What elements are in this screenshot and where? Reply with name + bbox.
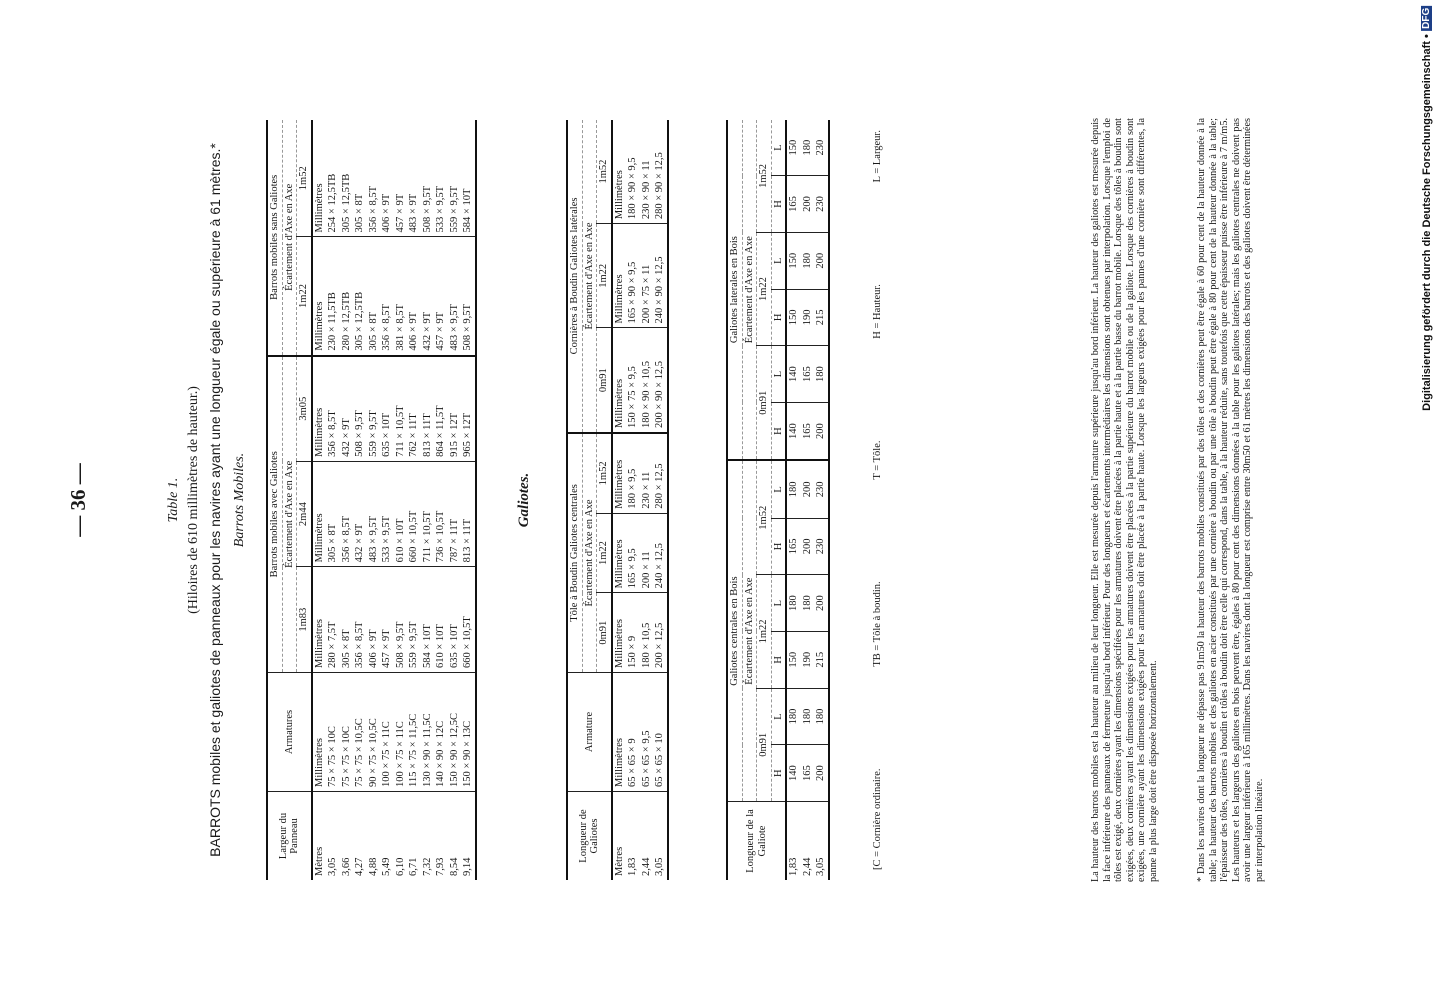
table-cell: 75 × 75 × 10C — [326, 673, 340, 792]
table-cell: 356 × 8,5T — [340, 461, 354, 567]
barrots-table-body — [326, 120, 476, 880]
unit-cell: Millimètres — [312, 237, 327, 356]
table-cell: 356 × 8,5T — [353, 567, 367, 673]
table-cell: 406 × 9T — [367, 567, 381, 673]
table-row — [367, 120, 381, 880]
table-cell: 4,88 — [367, 857, 379, 876]
table-cell: 559 × 9,5T — [448, 120, 462, 237]
table-cell: 180 — [814, 346, 829, 403]
table-subtitle: (Hiloires de 610 millimètres de hauteur.) — [186, 386, 201, 614]
table-cell: 200 — [814, 402, 829, 460]
table-cell: 457 × 9T — [380, 567, 394, 673]
table-cell: 711 × 10,5T — [421, 461, 435, 567]
unit-cell: Mètres — [613, 846, 625, 876]
table-cell: 7,93 — [435, 857, 446, 876]
table-row — [394, 120, 408, 880]
table-cell: 736 × 10,5T — [434, 461, 448, 567]
table-cell: 165 — [801, 745, 815, 802]
table-cell: 200 — [801, 518, 815, 575]
table-cell: 559 × 9,5T — [367, 356, 381, 462]
table-cell: 305 × 8T — [326, 461, 340, 567]
legend-c: [C = Cornière ordinaire. — [872, 768, 883, 870]
table-cell: 305 × 8T — [353, 120, 367, 237]
table-cell: 254 × 12,5TB — [326, 120, 340, 237]
unit-cell: Millimètres — [312, 673, 327, 792]
col-1m52: 1m52 — [597, 120, 612, 224]
table-cell: 6,10 — [394, 857, 406, 876]
table-cell: 432 × 9T — [421, 237, 435, 356]
galiotes-table-block — [566, 120, 669, 880]
col-1m52: 1m52 — [297, 120, 312, 237]
col-3m05: 3m05 — [297, 356, 312, 462]
table-cell: 280 × 12,5TB — [340, 237, 354, 356]
table-cell: 165 — [801, 346, 815, 403]
header-avec-galiotes: Barrots mobiles avec Galiotes — [267, 356, 282, 673]
table-cell: 200 — [814, 232, 829, 289]
header-armatures: Armatures — [267, 673, 312, 792]
table-cell: 406 × 9T — [407, 237, 421, 356]
table-cell: 65 × 65 × 9 — [626, 673, 640, 792]
col-l: L — [771, 120, 786, 176]
table-cell: 75 × 75 × 10C — [340, 673, 354, 792]
col-l: L — [771, 346, 786, 403]
table-cell: 432 × 9T — [340, 356, 354, 462]
table-cell: 280 × 12,5 — [653, 433, 668, 513]
legend-tb: TB = Tôle à boudin. — [872, 581, 883, 667]
table-cell: 200 — [801, 460, 815, 518]
table-cell: 230 × 11,5TB — [326, 237, 340, 356]
table-cell: 200 × 11 — [640, 513, 654, 593]
table-cell: 230 — [814, 176, 829, 233]
legend — [872, 130, 883, 870]
table-cell: 381 × 8,5T — [394, 237, 408, 356]
side-funding-label: Digitalisierung gefördert durch die Deutsche Forschungsgemeinschaft • — [1421, 34, 1433, 411]
table-cell: 180 — [801, 232, 815, 289]
table-cell: 200 — [801, 176, 815, 233]
table-cell: 150 × 90 × 12,5C — [448, 673, 462, 792]
table-cell: 915 × 12T — [448, 356, 462, 462]
bois-table — [726, 120, 830, 880]
col-h: H — [771, 518, 786, 575]
table-cell: 3,05 — [815, 857, 826, 876]
header-centrales-bois: Galiotes centrales en Bois — [727, 460, 742, 801]
table-cell: 165 — [786, 518, 801, 575]
unit-cell: Millimètres — [612, 593, 627, 673]
table-cell: 150 — [786, 120, 801, 176]
table-cell: 864 × 11,5T — [434, 356, 448, 462]
table-row — [801, 120, 815, 880]
unit-cell: Millimètres — [612, 513, 627, 593]
table-row — [434, 120, 448, 880]
unit-cell: Mètres — [313, 846, 325, 876]
table-cell: 200 × 90 × 12,5 — [653, 328, 668, 433]
table-cell: 75 × 75 × 10,5C — [353, 673, 367, 792]
unit-cell: Millimètres — [612, 433, 627, 513]
table-cell: 660 × 10,5T — [461, 567, 476, 673]
header-sans-galiotes: Barrots mobiles sans Galiotes — [267, 120, 282, 356]
col-1m52: 1m52 — [757, 120, 772, 232]
table-cell: 787 × 11T — [448, 461, 462, 567]
unit-cell: Millimètres — [612, 673, 627, 792]
table-cell: 190 — [801, 631, 815, 688]
table-cell: 215 — [814, 289, 829, 346]
table-cell: 280 × 90 × 12,5 — [653, 120, 668, 224]
table-row — [407, 120, 421, 880]
notes-paragraph: La hauteur des barrots mobiles est la hauteur au milieu de leur longueur. Elle est mesurée depuis l'armature supérieure jusqu'au bord inférieur. La hauteur des galiotes est mesurée depuis la face inférieure des panneaux de fermeture jusqu'au bord inférieur. Pour des longueurs et écartements intermédiaires les dimensions sont obtenues par interpolation. Lorsque l'emploi de tôles est exigé, deux cornières ayant les dimensions spécifiées pour les armatures doivent être placées à la partie haute et à la partie basse du barrot mobile. Lorsque des tôles à boudin sont exigées, deux cornières ayant les dimensions exigées pour les armatures doivent être placées à la partie supérieure du barrot mobile ou de la galiote. Lorsque des cornières à boudin sont exigées, une cornière ayant les dimensions exigées pour les armatures doit être placée à la partie haute. Lorsque les largeurs exigées pour les pannes d'une cornière sont différentes, la panne la plus large doit être disposée horizontalement. — [1090, 118, 1159, 882]
table-cell: 180 × 9,5 — [626, 433, 640, 513]
table-cell: 635 × 10T — [448, 567, 462, 673]
table-cell: 813 × 11T — [421, 356, 435, 462]
header-tole-boudin: Tôle à Boudin Galiotes centrales — [567, 433, 582, 673]
table-row — [626, 120, 640, 880]
section-title: Barrots Mobiles. — [232, 452, 247, 548]
table-cell: 280 × 7,5T — [326, 567, 340, 673]
table-cell: 180 — [786, 575, 801, 632]
table-cell: 200 — [814, 575, 829, 632]
table-cell: 508 × 9,5T — [353, 356, 367, 462]
table-cell: 3,05 — [327, 857, 338, 876]
header-ecartement-avec: Écartement d'Axe en Axe — [282, 356, 297, 673]
header-cornieres-boudin: Cornières à Boudin Galiotes latérales — [567, 120, 582, 433]
table-cell: 5,49 — [381, 857, 392, 876]
col-h: H — [771, 176, 786, 233]
table-cell: 559 × 9,5T — [407, 567, 421, 673]
barrots-table-block — [266, 120, 477, 880]
table-cell: 6,71 — [408, 857, 419, 876]
table-cell: 165 × 90 × 9,5 — [626, 224, 640, 328]
notes-footnote: * Dans les navires dont la longueur ne dépasse pas 91m50 la hauteur des barrots mobiles constitués par des tôles et des cornières peut être égale à 60 pour cent de la hauteur donnée à la table; la hauteur des barrots mobiles et des galiotes en acier constitués par une cornière à boudin ou par une tôle à boudin peut être égale à 80 pour cent de la hauteur donnée à la table; l'épaisseur des tôles, cornières à boudin et tôles à boudin doit être celle qui correspond, dans la table, à la hauteur réduite, sans toutefois que cette épaisseur puisse être inférieure à 7 m/m5. Les hauteurs et les largeurs des galiotes en bois peuvent être, égales à 80 pour cent des dimensions données à la table pour les galiotes latérales; mais les galiotes centrales ne doivent pas avoir une largeur inférieure à 165 millimètres. Dans les navires dont la longueur est comprise entre 30m50 et 61 mètres les dimensions des barrots et des galiotes doivent être déterminées par interpolation linéaire. — [1196, 118, 1265, 882]
col-0m91: 0m91 — [597, 593, 612, 673]
table-cell: 1,83 — [627, 857, 638, 876]
table-cell: 165 — [801, 402, 815, 460]
table-cell: 150 × 90 × 13C — [461, 673, 476, 792]
col-l: L — [771, 460, 786, 518]
table-cell: 165 — [786, 176, 801, 233]
table-cell: 660 × 10,5T — [407, 461, 421, 567]
table-cell: 165 × 9,5 — [626, 513, 640, 593]
unit-cell: Millimètres — [312, 461, 327, 567]
header-longueur: Longueur de Galiotes — [577, 809, 601, 863]
table-cell: 140 — [786, 745, 801, 802]
col-1m22: 1m22 — [597, 513, 612, 593]
header-laterales-bois: Galiotes laterales en Bois — [727, 120, 742, 460]
table-title: Table 1. — [166, 477, 181, 523]
table-cell: 1,83 — [788, 857, 799, 876]
table-cell: 200 × 12,5 — [653, 593, 668, 673]
table-cell: 180 × 90 × 9,5 — [626, 120, 640, 224]
unit-cell: Millimètres — [612, 120, 627, 224]
table-cell: 305 × 12,5TB — [353, 237, 367, 356]
unit-cell: Millimètres — [312, 567, 327, 673]
col-0m91: 0m91 — [597, 328, 612, 433]
table-cell: 65 × 65 × 10 — [653, 673, 668, 792]
table-cell: 8,54 — [448, 857, 460, 876]
table-cell: 483 × 9T — [407, 120, 421, 237]
table-cell: 230 — [814, 518, 829, 575]
table-cell: 240 × 90 × 12,5 — [653, 224, 668, 328]
table-cell: 200 — [814, 745, 829, 802]
table-cell: 240 × 12,5 — [653, 513, 668, 593]
col-h: H — [771, 745, 786, 802]
table-row — [814, 120, 829, 880]
col-h: H — [771, 402, 786, 460]
unit-cell: Millimètres — [312, 120, 327, 237]
unit-cell: Millimètres — [312, 356, 327, 462]
table-row — [448, 120, 462, 880]
bois-table-block — [726, 120, 830, 880]
table-cell: 150 × 9 — [626, 593, 640, 673]
galiotes-table — [566, 120, 669, 880]
col-l: L — [771, 688, 786, 745]
table-cell: 457 × 9T — [434, 237, 448, 356]
header-armature: Armature — [567, 673, 612, 792]
table-cell: 7,32 — [421, 857, 433, 876]
table-cell: 150 × 75 × 9,5 — [626, 328, 640, 433]
table-cell: 100 × 75 × 11C — [380, 673, 394, 792]
col-l: L — [771, 575, 786, 632]
table-cell: 305 × 8T — [340, 567, 354, 673]
header-ecartement-laterales: Écartement d'Axe en Axe — [742, 120, 757, 460]
table-cell: 180 — [814, 688, 829, 745]
col-0m91: 0m91 — [757, 688, 772, 801]
table-cell: 200 × 75 × 11 — [640, 224, 654, 328]
table-cell: 305 × 12,5TB — [340, 120, 354, 237]
table-cell: 610 × 10T — [434, 567, 448, 673]
galiotes-title: Galiotes. — [516, 472, 532, 528]
legend-l: L = Largeur. — [872, 130, 883, 183]
page-number: — 36 — — [66, 463, 90, 537]
header-ecartement-centrales: Écartement d'Axe en Axe — [742, 460, 757, 801]
table-cell: 406 × 9T — [380, 120, 394, 237]
bois-table-body — [786, 120, 829, 880]
table-cell: 483 × 9,5T — [448, 237, 462, 356]
table-cell: 3,66 — [340, 857, 352, 876]
barrots-table — [266, 120, 477, 880]
col-1m52: 1m52 — [597, 433, 612, 513]
header-largeur: Largeur du Panneau — [277, 812, 301, 860]
header-ecartement-tole: Écartement d'Axe en Axe — [582, 433, 597, 673]
table-cell: 508 × 9,5T — [421, 120, 435, 237]
table-cell: 180 × 10,5 — [640, 593, 654, 673]
table-row — [421, 120, 435, 880]
table-cell: 140 — [786, 346, 801, 403]
col-1m83: 1m83 — [297, 567, 312, 673]
table-cell: 150 — [786, 232, 801, 289]
unit-cell: Millimètres — [612, 224, 627, 328]
col-l: L — [771, 232, 786, 289]
col-0m91: 0m91 — [757, 346, 772, 461]
table-row — [380, 120, 394, 880]
table-cell: 150 — [786, 289, 801, 346]
bois-hl-header-row — [771, 120, 786, 880]
table-cell: 230 — [814, 460, 829, 518]
table-row — [461, 120, 476, 880]
table-cell: 115 × 75 × 11,5C — [407, 673, 421, 792]
table-cell: 140 × 90 × 12C — [434, 673, 448, 792]
col-1m22: 1m22 — [597, 224, 612, 328]
col-1m52: 1m52 — [757, 460, 772, 575]
table-cell: 230 × 11 — [640, 433, 654, 513]
table-row — [640, 120, 654, 880]
unit-cell: Millimètres — [612, 328, 627, 433]
table-cell: 65 × 65 × 9,5 — [640, 673, 654, 792]
table-cell: 180 — [801, 688, 815, 745]
table-cell: 3,05 — [654, 857, 665, 876]
table-cell: 813 × 11T — [461, 461, 476, 567]
table-cell: 584 × 10T — [461, 120, 476, 237]
table-cell: 2,44 — [801, 857, 813, 876]
table-cell: 533 × 9,5T — [434, 120, 448, 237]
table-row — [353, 120, 367, 880]
table-cell: 180 — [801, 120, 815, 176]
table-cell: 483 × 9,5T — [367, 461, 381, 567]
col-h: H — [771, 631, 786, 688]
col-h: H — [771, 289, 786, 346]
table-cell: 711 × 10,5T — [394, 356, 408, 462]
table-cell: 180 × 90 × 10,5 — [640, 328, 654, 433]
galiotes-table-body — [626, 120, 668, 880]
dfg-logo: DFG — [1421, 8, 1432, 30]
table-cell: 230 × 90 × 11 — [640, 120, 654, 224]
table-cell: 150 — [786, 631, 801, 688]
table-row — [786, 120, 801, 880]
table-cell: 356 × 8,5T — [326, 356, 340, 462]
col-1m22: 1m22 — [757, 232, 772, 345]
header-longueur-galiote: Longueur de la Galiote — [745, 809, 768, 873]
table-cell: 140 — [786, 402, 801, 460]
table-cell: 584 × 10T — [421, 567, 435, 673]
table-row — [326, 120, 340, 880]
table-cell: 508 × 9,5T — [461, 237, 476, 356]
table-cell: 432 × 9T — [353, 461, 367, 567]
table-cell: 180 — [801, 575, 815, 632]
table-cell: 762 × 11T — [407, 356, 421, 462]
table-cell: 457 × 9T — [394, 120, 408, 237]
table-caption: BARROTS mobiles et galiotes de panneaux pour les navires ayant une longueur égale ou supérieure à 61 mètres.* — [207, 143, 223, 857]
col-2m44: 2m44 — [297, 461, 312, 567]
table-cell: 180 — [786, 460, 801, 518]
table-cell: 90 × 75 × 10,5C — [367, 673, 381, 792]
table-cell: 130 × 90 × 11,5C — [421, 673, 435, 792]
table-cell: 305 × 8T — [367, 237, 381, 356]
table-cell: 180 — [786, 688, 801, 745]
table-cell: 610 × 10T — [394, 461, 408, 567]
table-cell: 190 — [801, 289, 815, 346]
table-cell: 230 — [814, 120, 829, 176]
header-ecartement-sans: Écartement d'Axe en Axe — [282, 120, 297, 356]
table-cell: 100 × 75 × 11C — [394, 673, 408, 792]
table-cell: 635 × 10T — [380, 356, 394, 462]
table-cell: 533 × 9,5T — [380, 461, 394, 567]
header-ecartement-corn: Écartement d'Axe en Axe — [582, 120, 597, 433]
table-cell: 9,14 — [462, 857, 473, 876]
table-cell: 356 × 8,5T — [380, 237, 394, 356]
legend-t: T = Tôle. — [872, 440, 883, 480]
table-cell: 2,44 — [640, 857, 652, 876]
table-cell: 508 × 9,5T — [394, 567, 408, 673]
table-cell: 4,27 — [354, 857, 365, 876]
table-cell: 215 — [814, 631, 829, 688]
table-row — [653, 120, 668, 880]
table-cell: 965 × 12T — [461, 356, 476, 462]
legend-h: H = Hauteur. — [872, 284, 883, 339]
table-cell: 356 × 8,5T — [367, 120, 381, 237]
col-1m22: 1m22 — [757, 575, 772, 688]
table-row — [340, 120, 354, 880]
col-1m22: 1m22 — [297, 237, 312, 356]
